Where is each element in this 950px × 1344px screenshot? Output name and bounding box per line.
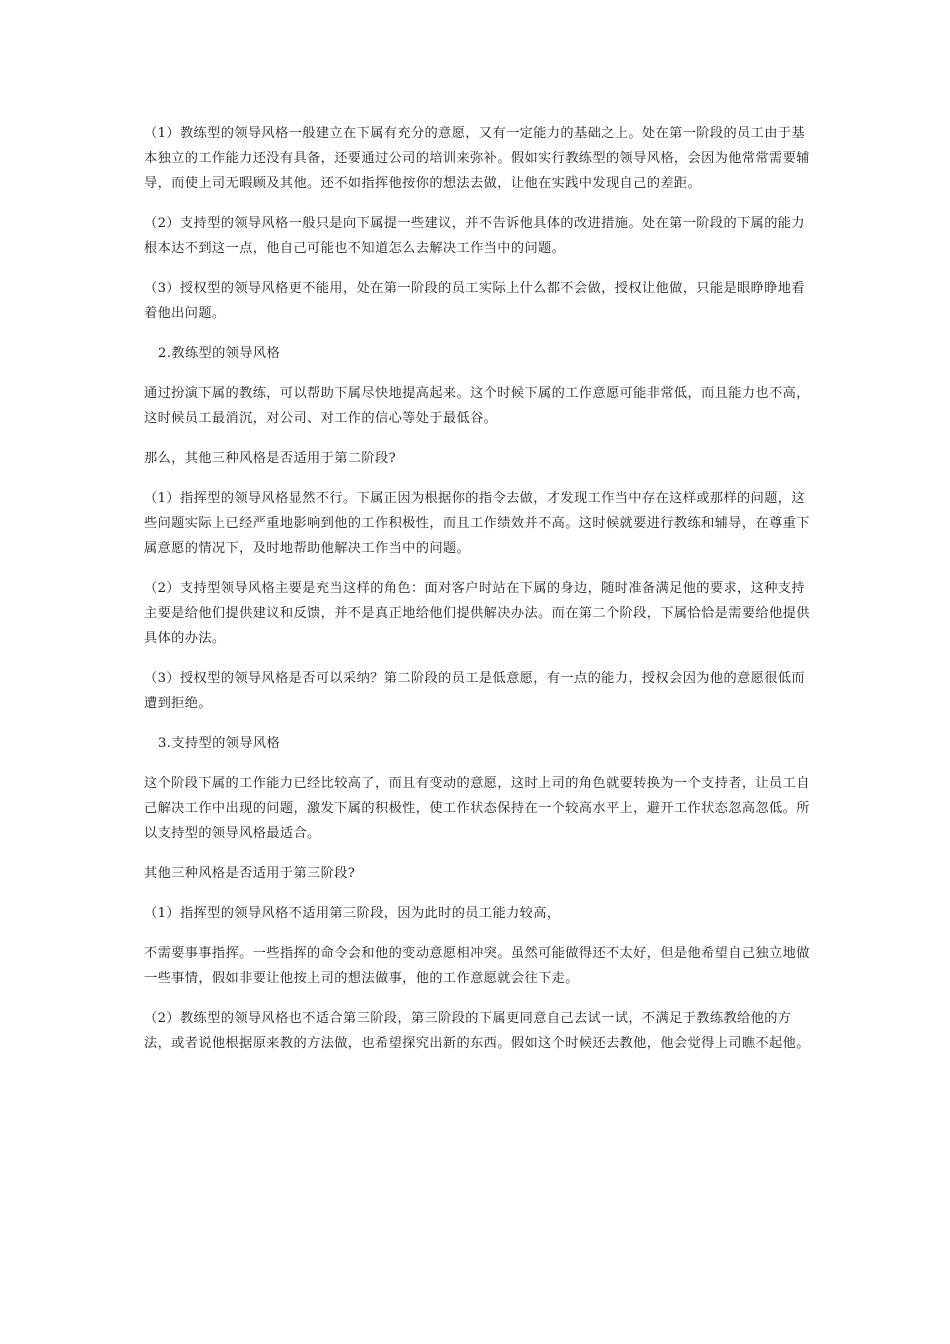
paragraph-4: 通过扮演下属的教练，可以帮助下属尽快地提高起来。这个时候下属的工作意愿可能非常低，而且能力也不高，这时候员工最消沉，对公司、对工作的信心等处于最低谷。 bbox=[144, 386, 810, 426]
paragraph-5: 那么，其他三种风格是否适用于第二阶段? bbox=[144, 451, 397, 466]
section-heading-supporting-style: 3.支持型的领导风格 bbox=[158, 736, 281, 751]
paragraph-3: （3）授权型的领导风格更不能用，处在第一阶段的员工实际上什么都不会做，授权让他做，只能是眼睁睁地看着他出问题。 bbox=[144, 281, 805, 321]
document-body bbox=[144, 121, 816, 1071]
paragraph-11: （1）指挥型的领导风格不适用第三阶段，因为此时的员工能力较高， bbox=[144, 906, 561, 921]
section-heading-coaching-style: 2.教练型的领导风格 bbox=[158, 346, 281, 361]
paragraph-13: （2）教练型的领导风格也不适合第三阶段，第三阶段的下属更同意自己去试一试，不满足于教练教给他的方法，或者说他根据原来教的方法做，也希望探究出新的东西。假如这个时候还去教他，他会觉得上司瞧不起他。 bbox=[144, 1011, 810, 1051]
paragraph-12: 不需要事事指挥。一些指挥的命令会和他的变动意愿相冲突。虽然可能做得还不太好，但是他希望自己独立地做一些事情，假如非要让他按上司的想法做事，他的工作意愿就会往下走。 bbox=[144, 946, 810, 986]
paragraph-10: 其他三种风格是否适用于第三阶段? bbox=[144, 866, 356, 881]
paragraph-8: （3）授权型的领导风格是否可以采纳？第二阶段的员工是低意愿，有一点的能力，授权会因为他的意愿很低而遭到拒绝。 bbox=[144, 671, 805, 711]
paragraph-2: （2）支持型的领导风格一般只是向下属提一些建议，并不告诉他具体的改进措施。处在第一阶段的下属的能力根本达不到这一点，他自己可能也不知道怎么去解决工作当中的问题。 bbox=[144, 216, 805, 256]
paragraph-7: （2）支持型领导风格主要是充当这样的角色：面对客户时站在下属的身边，随时准备满足他的要求，这种支持主要是给他们提供建议和反馈，并不是真正地给他们提供解决办法。而在第二个阶段，下属恰恰是需要给他提供具体的办法。 bbox=[144, 581, 810, 646]
paragraph-1: （1）教练型的领导风格一般建立在下属有充分的意愿，又有一定能力的基础之上。处在第一阶段的员工由于基本独立的工作能力还没有具备，还要通过公司的培训来弥补。假如实行教练型的领导风格，会因为他常常需要辅导，而使上司无暇顾及其他。还不如指挥他按你的想法去做，让他在实践中发现自己的差距。 bbox=[144, 126, 810, 191]
paragraph-9: 这个阶段下属的工作能力已经比较高了，而且有变动的意愿，这时上司的角色就要转换为一个支持者，让员工自己解决工作中出现的问题，激发下属的积极性，使工作状态保持在一个较高水平上，避开工作状态忽高忽低。所以支持型的领导风格最适合。 bbox=[144, 776, 810, 841]
paragraph-6: （1）指挥型的领导风格显然不行。下属正因为根据你的指令去做，才发现工作当中存在这样或那样的问题，这些问题实际上已经严重地影响到他的工作积极性，而且工作绩效并不高。这时候就要进行教练和辅导，在尊重下属意愿的情况下，及时地帮助他解决工作当中的问题。 bbox=[144, 491, 810, 556]
